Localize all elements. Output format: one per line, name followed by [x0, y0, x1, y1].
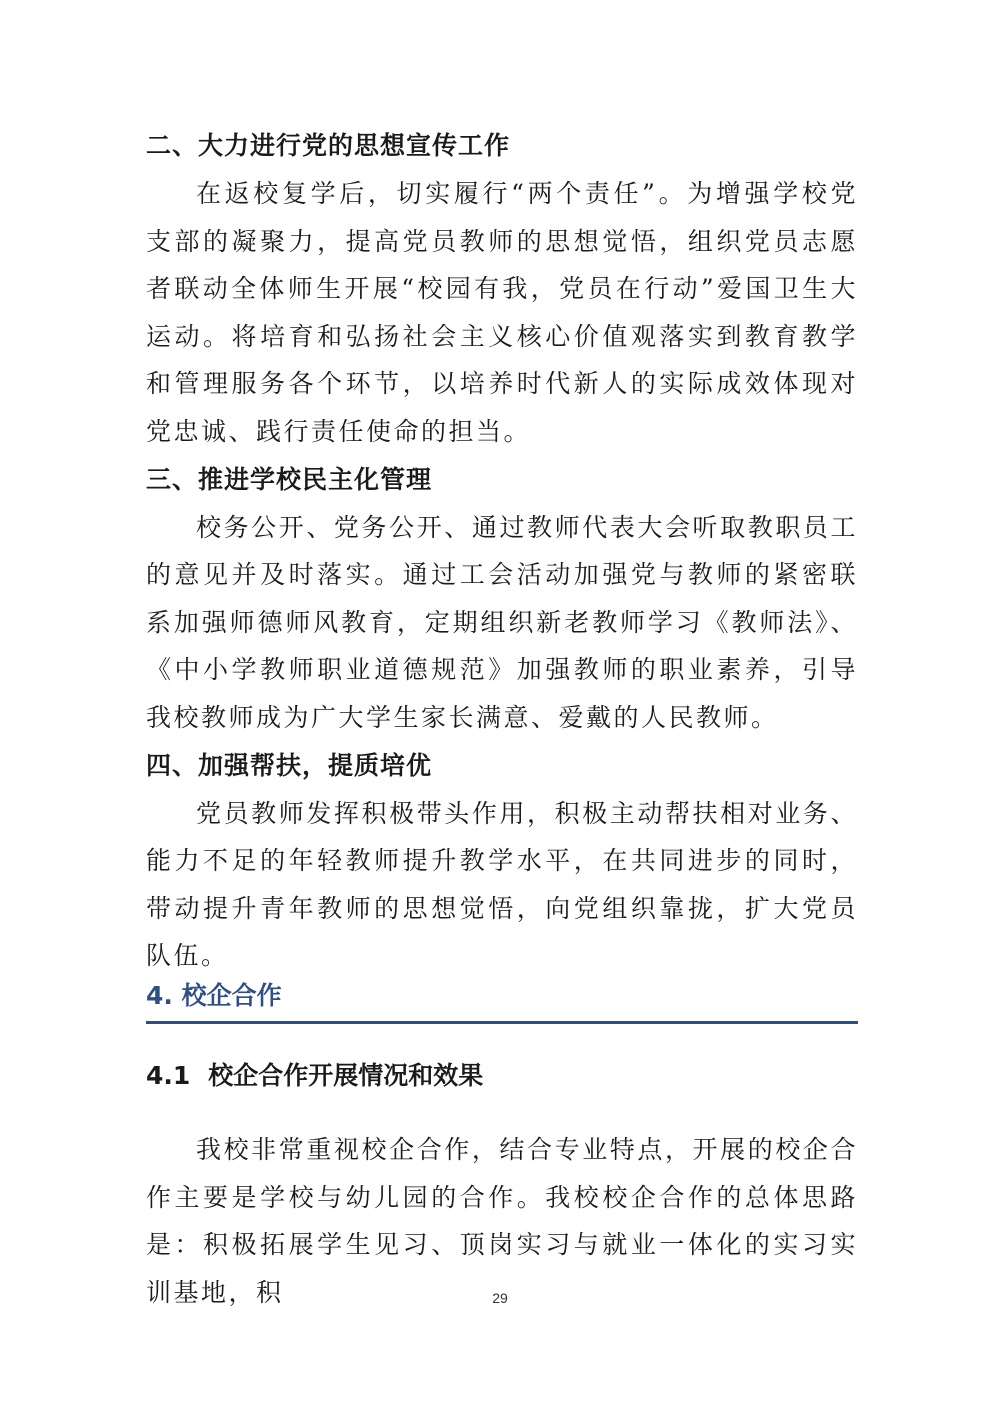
section-paragraph-ideology: 在返校复学后，切实履行“两个责任”。为增强学校党支部的凝聚力，提高党员教师的思想觉悟，组织党员志愿者联动全体师生开展“校园有我，党员在行动”爱国卫生大运动。将培育和弘扬社会主义核心价值观落实到教育教学和管理服务各个环节，以培养时代新人的实际成效体现对党忠诚、践行责任使命的担当。	[146, 179, 858, 446]
section-paragraph-democratic-management: 校务公开、党务公开、通过教师代表大会听取教职员工的意见并及时落实。通过工会活动加强党与教师的紧密联系加强师德师风教育，定期组织新老教师学习《教师法》、《中小学教师职业道德规范》加强教师的职业素养，引导我校教师成为广大学生家长满意、爱戴的人民教师。	[146, 512, 858, 732]
chapter-divider	[146, 1021, 858, 1024]
section-paragraph-assistance: 党员教师发挥积极带头作用，积极主动帮扶相对业务、能力不足的年轻教师提升教学水平，在共同进步的同时，带动提升青年教师的思想觉悟，向党组织靠拢，扩大党员队伍。	[146, 798, 858, 971]
section-heading-ideology: 二、大力进行党的思想宣传工作	[146, 131, 511, 160]
section-heading-assistance: 四、加强帮扶，提质培优	[146, 750, 433, 780]
chapter-heading: 4. 校企合作	[146, 981, 282, 1010]
tail-text-block	[146, 1126, 858, 1316]
section-heading-democratic-management: 三、推进学校民主化管理	[146, 464, 433, 494]
subsection-paragraph: 我校非常重视校企合作，结合专业特点，开展的校企合作主要是学校与幼儿园的合作。我校校企合作的总体思路是：积极拓展学生见习、顶岗实习与就业一体化的实习实训基地，积	[146, 1135, 858, 1307]
subsection-title: 校企合作开展情况和效果	[208, 1061, 484, 1090]
subsection-number: 4.1	[146, 1061, 191, 1090]
subsection-heading	[146, 1054, 858, 1098]
body-text-block	[146, 122, 858, 980]
page-number: 29	[492, 1290, 508, 1306]
